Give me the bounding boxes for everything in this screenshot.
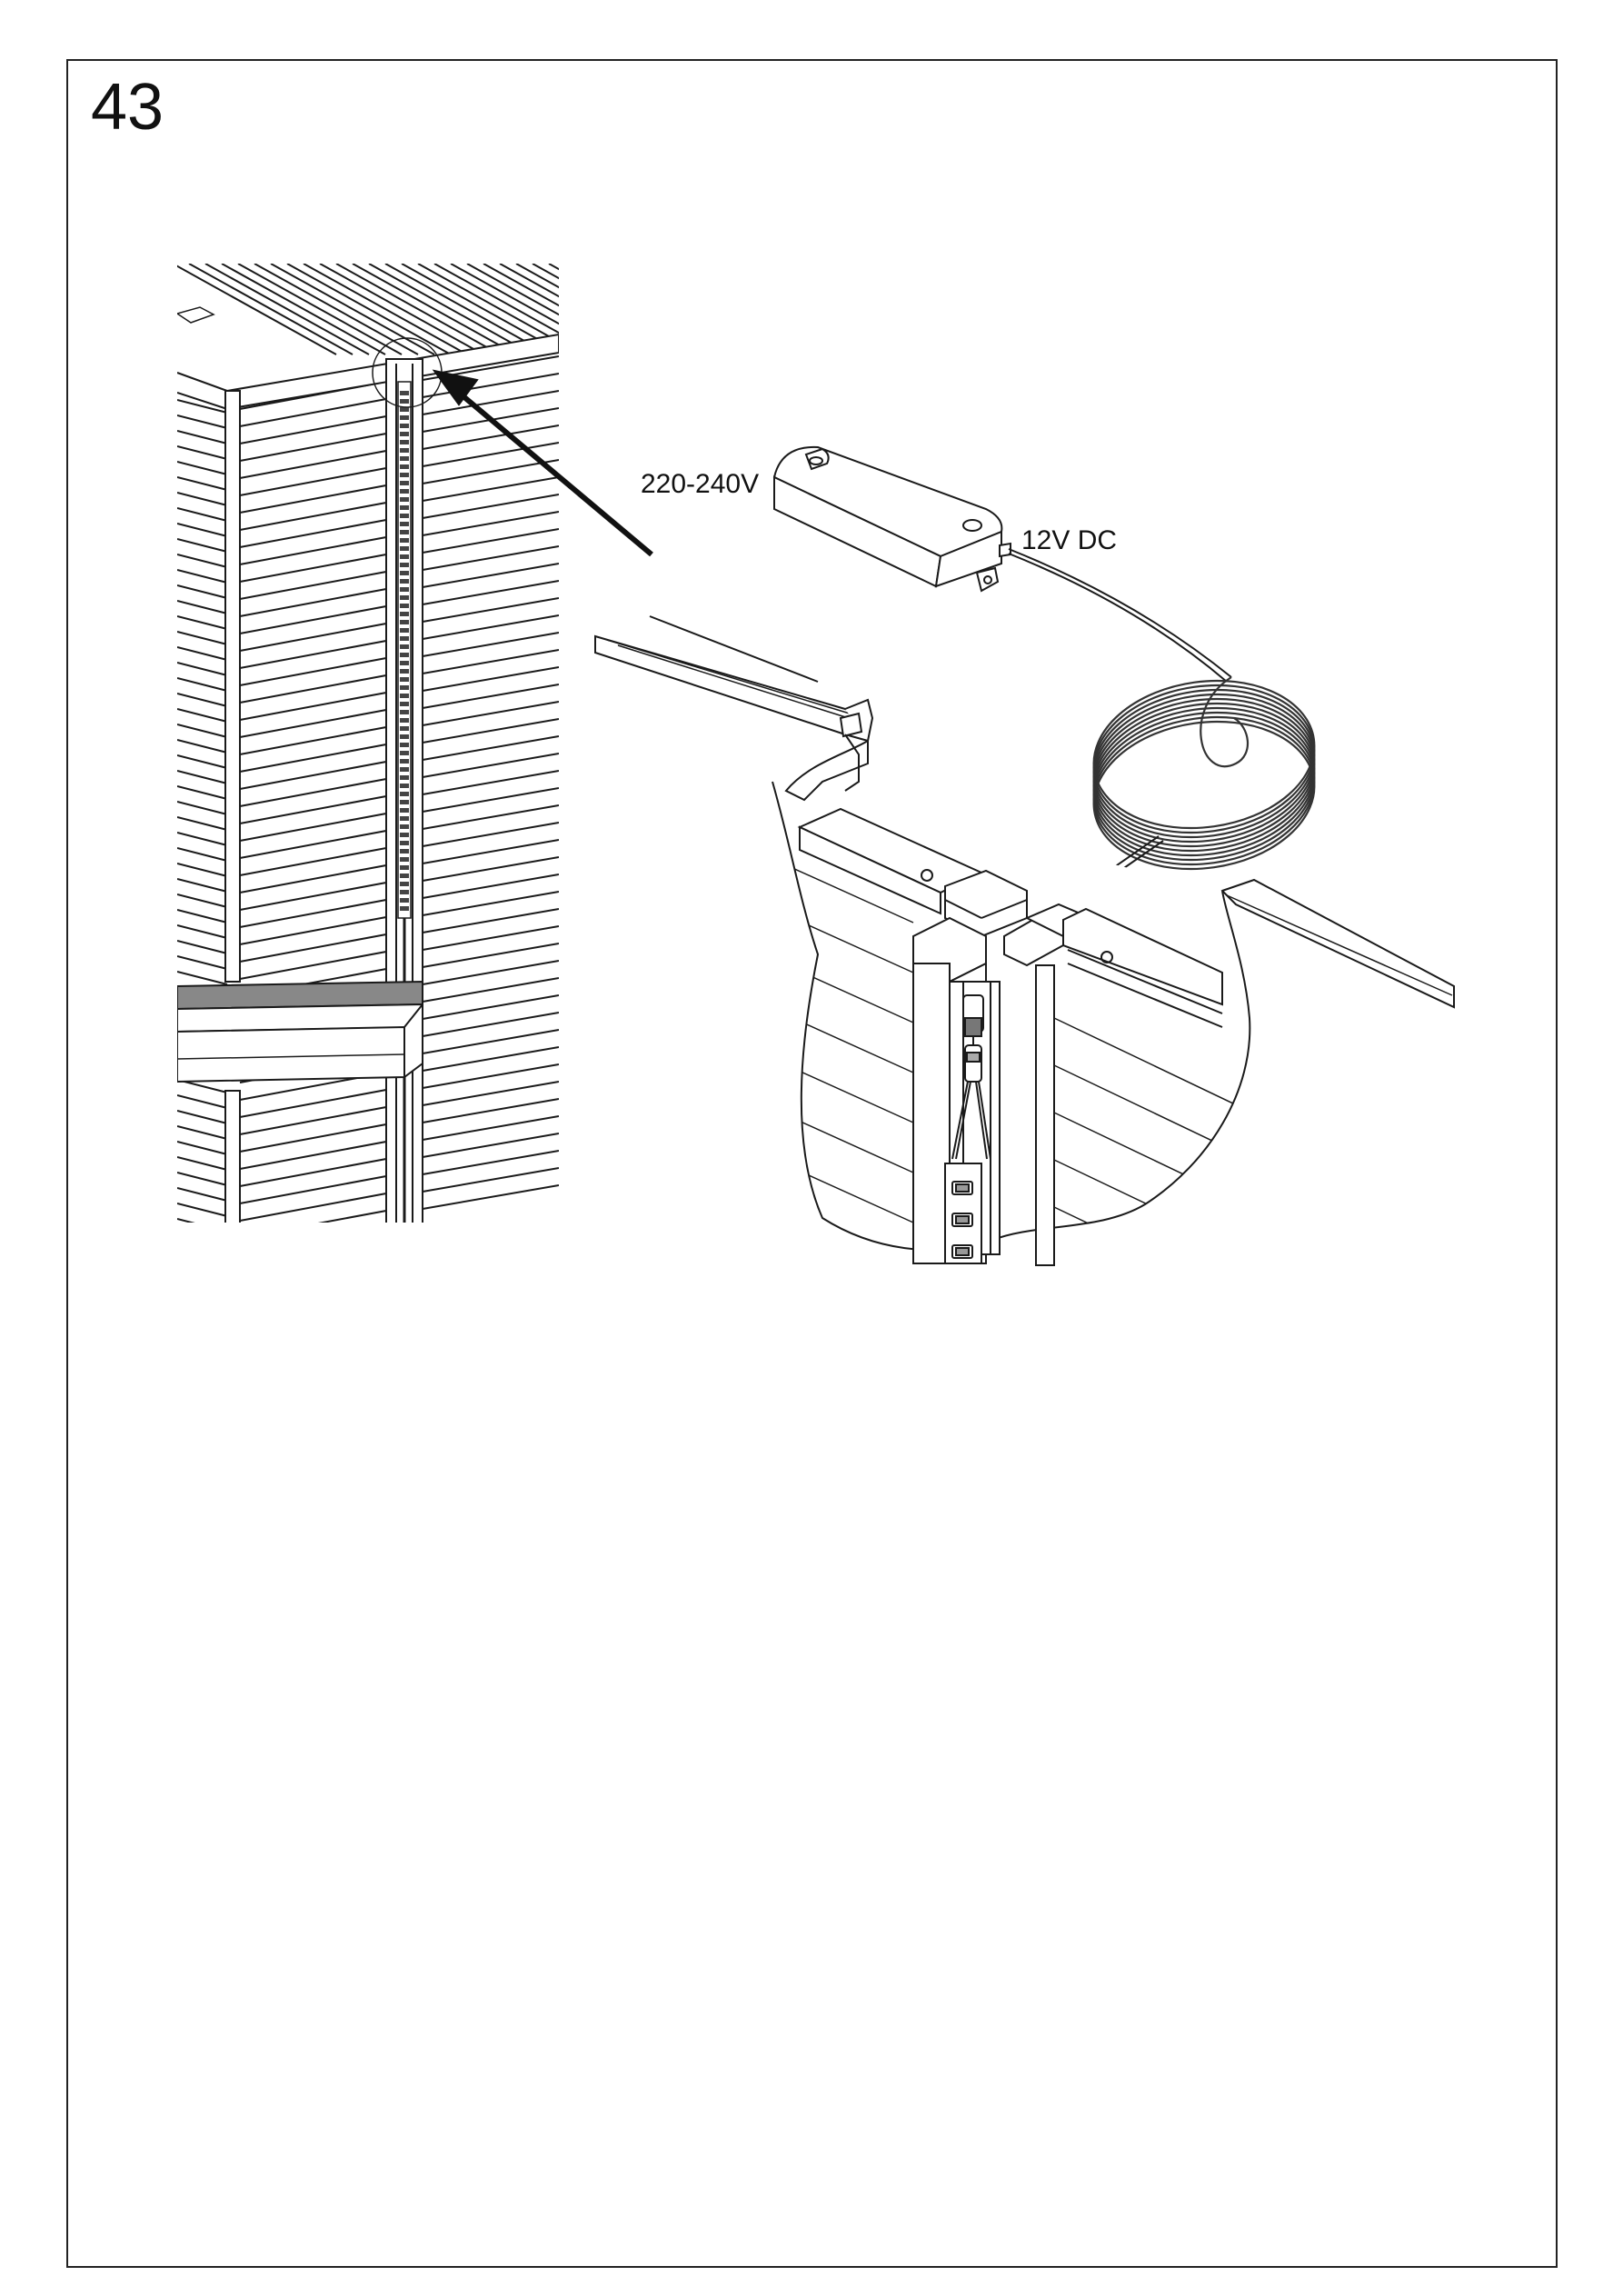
step-number: 43 xyxy=(91,71,164,144)
output-voltage-label: 12V DC xyxy=(1021,525,1118,555)
power-adapter-icon xyxy=(774,447,1011,591)
input-voltage-label: 220-240V xyxy=(641,469,760,499)
cable-coil-icon xyxy=(1084,667,1324,883)
led-strip-icon xyxy=(945,1163,981,1263)
junction-closeup xyxy=(772,734,1254,1350)
pergola-corner-view xyxy=(173,264,745,1238)
